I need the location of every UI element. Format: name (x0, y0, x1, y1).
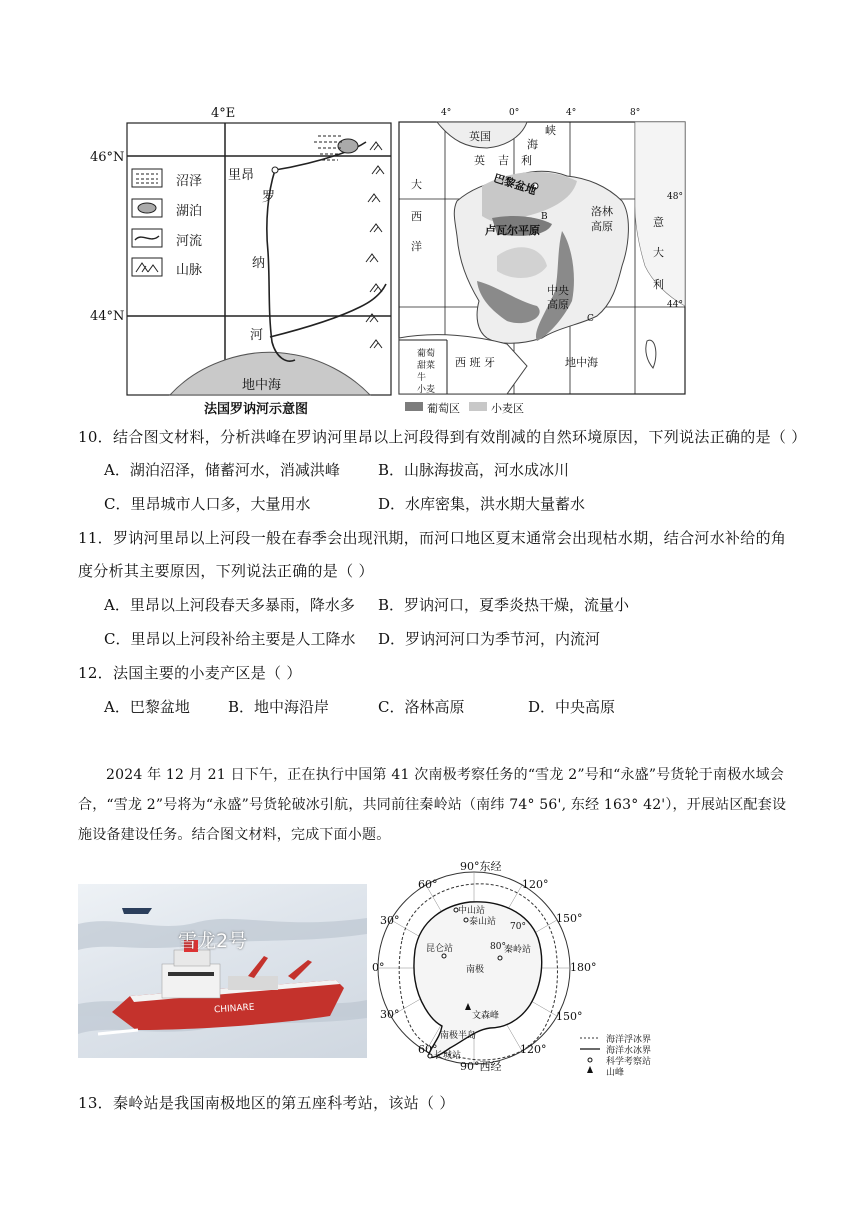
polar-left-30-bottom: 30° (380, 1008, 400, 1021)
polar-bottom-label: 90°西经 (460, 1060, 502, 1073)
channel-char-3: 利 (521, 154, 532, 167)
label-central-2: 高原 (547, 298, 569, 311)
q11-option-d[interactable]: D．罗讷河河口为季节河，内流河 (378, 630, 601, 648)
channel-char-1: 英 (474, 154, 485, 167)
legend-grape-area: 葡萄区 (427, 402, 460, 415)
q10-stem: 10．结合图文材料，分析洪峰在罗讷河里昂以上河段得到有效削减的自然环境原因，下列说法正确的是（ ） (78, 428, 807, 446)
station-qinling: 秦岭站 (504, 945, 532, 955)
polar-inner-70: 70° (510, 922, 526, 932)
photo-hull-text: CHINARE (213, 1002, 255, 1016)
legend-wheat-icon: 小麦 (417, 385, 436, 395)
q10-option-d[interactable]: D．水库密集，洪水期大量蓄水 (378, 495, 586, 513)
q11-option-a[interactable]: A．里昂以上河段春天多暴雨，降水多 (104, 596, 355, 614)
antarctic-passage: 2024 年 12 月 21 日下午，正在执行中国第 41 次南极考察任务的“雪龙 2”号和“永盛”号货轮于南极水域会合，“雪龙 2”号将为“永盛”号货轮破冰引航，共同前往秦岭站（南纬 74° 56', 东经 163° 42'），开展站区配套设施设备建设任务。结合图文材料，完成下面小题。 (78, 767, 787, 843)
rhone-map-drawing (90, 112, 396, 418)
polar-legend-floe: 海洋浮冰界 (606, 1035, 652, 1045)
photo-ship-label: 雪龙2号 (178, 930, 248, 952)
label-point-b: B (541, 212, 548, 222)
xuelong-photo (78, 884, 367, 1058)
q12-stem: 12．法国主要的小麦产区是（ ） (78, 664, 302, 682)
italy-char-3: 利 (653, 278, 664, 291)
polar-legend-station: 科学考察站 (606, 1057, 652, 1067)
sea-label: 地中海 (242, 378, 282, 393)
river-char-1: 罗 (262, 190, 276, 205)
polar-left-60-top: 60° (418, 878, 438, 891)
label-uk: 英国 (469, 130, 491, 143)
legend-marsh: 沼泽 (176, 174, 203, 189)
q11-stem-line1: 11．罗讷河里昂以上河段一般在春季会出现汛期，而河口地区夏末通常会出现枯水期，结合河水补给的角 (78, 529, 787, 547)
polar-right-180: 180° (570, 961, 597, 974)
atlantic-char-1: 大 (411, 178, 422, 191)
q11-stem-line2: 度分析其主要原因，下列说法正确的是（ ） (78, 562, 374, 580)
legend-beet-icon: 甜菜 (417, 361, 436, 371)
q10-option-c[interactable]: C．里昂城市人口多，大量用水 (104, 495, 311, 513)
legend-lake: 湖泊 (176, 204, 203, 219)
label-paris-basin: 巴黎盆地 (491, 171, 538, 198)
france-agriculture-map (397, 106, 687, 418)
antarctica-polar-map (370, 860, 670, 1078)
polar-right-120-bottom: 120° (520, 1043, 547, 1056)
city-lyon: 里昂 (228, 168, 255, 183)
polar-vinson: 文森峰 (472, 1011, 500, 1021)
rhone-river-map (90, 106, 396, 418)
legend-mountain: 山脉 (176, 263, 203, 278)
italy-char-2: 大 (653, 246, 664, 259)
q12-option-d[interactable]: D．中央高原 (528, 698, 616, 716)
polar-right-120-top: 120° (522, 878, 549, 891)
legend-wheat-area: 小麦区 (491, 402, 524, 415)
lon-label-1: 4° (441, 108, 452, 118)
lon-label-3: 4° (566, 108, 577, 118)
station-kunlun: 昆仑站 (426, 944, 454, 954)
station-zhongshan: 中山站 (458, 906, 486, 916)
legend-grape-icon: 葡萄 (417, 349, 436, 359)
polar-top-label: 90°东经 (460, 860, 502, 873)
polar-inner-80: 80° (490, 942, 506, 952)
label-point-c: C (587, 314, 594, 324)
q12-option-c[interactable]: C．洛林高原 (378, 698, 465, 716)
atlantic-char-2: 西 (411, 210, 422, 223)
q10-option-a[interactable]: A．湖泊沼泽，储蓄河水，消减洪峰 (104, 461, 340, 479)
station-taishan: 泰山站 (469, 917, 497, 927)
lon-label-4: 8° (630, 108, 641, 118)
q12-option-b[interactable]: B．地中海沿岸 (228, 698, 330, 716)
q10-option-b[interactable]: B．山脉海拔高，河水成冰川 (378, 461, 570, 479)
lat-48-label: 48° (667, 192, 683, 202)
polar-right-150-top: 150° (556, 912, 583, 925)
lon-label-2: 0° (509, 108, 520, 118)
q13-stem: 13．秦岭站是我国南极地区的第五座科考站，该站（ ） (78, 1094, 455, 1112)
atlantic-char-3: 洋 (411, 240, 422, 253)
label-central-1: 中央 (547, 284, 569, 297)
label-loire-plain: 卢瓦尔平原 (485, 224, 540, 237)
q11-option-c[interactable]: C．里昂以上河段补给主要是人工降水 (104, 630, 356, 648)
lat-46-label: 46°N (90, 150, 125, 165)
polar-legend-peak: 山峰 (606, 1068, 625, 1078)
legend-cattle-icon: 牛 (417, 373, 427, 383)
legend-river: 河流 (176, 234, 203, 249)
polar-left-30-top: 30° (380, 914, 400, 927)
lat-44-label: 44°N (90, 309, 125, 324)
polar-legend-ice: 海洋水冰界 (606, 1046, 652, 1056)
q11-option-b[interactable]: B．罗讷河口，夏季炎热干燥，流量小 (378, 596, 630, 614)
lon-4e-label: 4°E (211, 106, 236, 121)
lat-44-label-right: 44° (667, 300, 683, 310)
map-caption: 法国罗讷河示意图 (204, 402, 309, 417)
q12-option-a[interactable]: A．巴黎盆地 (104, 698, 190, 716)
channel-char-4: 海 (527, 138, 538, 151)
polar-south-pole: 南极 (466, 965, 485, 975)
label-lorraine-2: 高原 (591, 220, 613, 233)
label-med: 地中海 (565, 356, 598, 369)
polar-left-60-bottom: 60° (418, 1043, 438, 1056)
italy-char-1: 意 (653, 216, 664, 229)
label-lorraine-1: 洛林 (591, 205, 613, 218)
river-char-2: 纳 (252, 256, 266, 271)
label-spain: 西 班 牙 (455, 356, 495, 369)
france-map-drawing (397, 106, 687, 418)
channel-char-5: 峡 (545, 124, 556, 137)
polar-right-150-bottom: 150° (556, 1010, 583, 1023)
polar-left-0: 0° (372, 961, 385, 974)
station-changcheng: 长城站 (434, 1051, 462, 1061)
channel-char-2: 吉 (498, 154, 509, 167)
polar-peninsula: 南极半岛 (440, 1031, 477, 1041)
river-char-3: 河 (250, 328, 264, 343)
ship-drawing (78, 884, 367, 1058)
